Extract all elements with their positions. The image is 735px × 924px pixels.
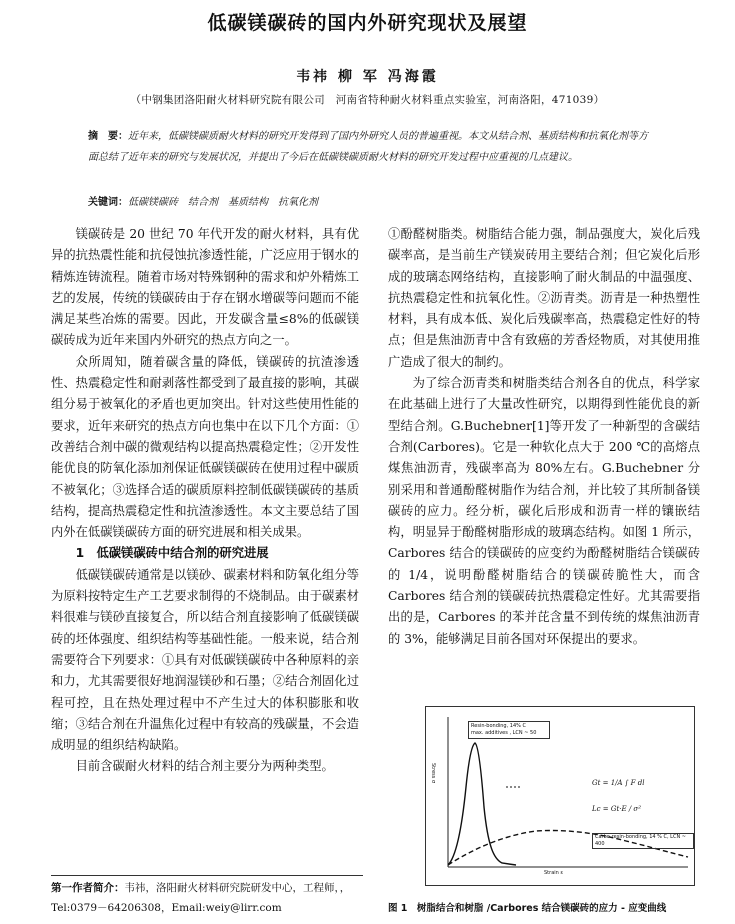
abstract-label: 摘 要： [88,131,128,142]
affiliation: （中钢集团洛阳耐火材料研究院有限公司 河南省特种耐火材料重点实验室，河南洛阳，471039） [130,94,605,106]
legend-resin-line1: Resin-bonding, 14% C [471,723,526,729]
author-footnote [51,875,363,918]
abstract [88,126,648,168]
authors: 韦祎 柳 军 冯海霞 [296,69,439,85]
y-axis-label: Stress σ [430,763,436,784]
abstract-text: 近年来，低碳镁碳质耐火材料的研究开发得到了国内外研究人员的普遍重视。本文从结合剂、基质结构和抗氧化剂等方面总结了近年来的研究与发展状况，并提出了今后在低碳镁碳质耐火材料的研究开发过程中应重视的几点建议。 [88,131,648,163]
keywords-label: 关键词： [88,197,128,208]
resin-bonding-curve [448,743,516,865]
left-paragraph-2: 众所周知，随着碳含量的降低，镁碳砖的抗渣渗透性、热震稳定性和耐剥落性都受到了最直接的影响，其碳组分易于被氧化的矛盾也更加突出。针对这些使用性能的要求，近年来研究的热点方向也集中在以下几个方面：①改善结合剂中碳的微观结构以提高热震稳定性；②开发性能优良的防氧化添加剂保证低碳镁碳砖在使用过程中碳质不被氧化；③选择合适的碳质原料控制低碳镁碳砖的基质结构，提高热震稳定性和抗渣渗透性。本文主要总结了国内外在低碳镁碳砖方面的研究进展和相关成果。 [51,354,359,540]
left-paragraph-3: 低碳镁碳砖通常是以镁砂、碳素材料和防氧化组分等为原料按特定生产工艺要求制得的不烧制品。由于碳素材料很难与镁砂直接复合，所以结合剂直接影响了低碳镁碳砖的坯体强度、组织结构等基础性能。一般来说，结合剂需要符合下列要求：①具有对低碳镁碳砖中各种原料的亲和力，尤其需要很好地润湿镁砂和石墨；②结合剂固化过程可控，且在热处理过程中不产生过大的体积膨胀和收缩；③结合剂在升温焦化过程中有较高的残碳量，不会造成明显的组织结构缺陷。 [51,567,359,753]
left-column [51,224,359,778]
legend-carbo: Carbo-resin-bonding, 14 % C, LCN ~ 400 [592,833,694,849]
stress-strain-plot [426,707,694,885]
paper-title: 低碳镁碳砖的国内外研究现状及展望 [207,12,528,34]
right-paragraph-2: 为了综合沥青类和树脂类结合剂各自的优点，科学家在此基础上进行了大量改性研究，以期得到性能优良的新型结合剂。G.Buchebner[1]等开发了一种新型的含碳结合剂(Carbores)。它是一种软化点大于 200 ℃的高熔点煤焦油沥青，残碳率高为 80%左右。G.Buchebner 分别采用和普通酚醛树脂作为结合剂，并比较了其所制备镁碳砖的应力。经分析，碳化后形成和沥青一样的镶嵌结构，明显异于酚醛树脂形成的玻璃态结构。如图 1 所示，Carbores 结合的镁碳砖的应变约为酚醛树脂结合镁碳砖的 1/4，说明酚醛树脂结合的镁碳砖脆性大，而含 Carbores 结合剂的镁碳砖抗热震稳定性好。尤其需要指出的是，Carbores 的苯并芘含量不到传统的煤焦油沥青的 3%，能够满足目前各国对环保提出的要求。 [388,376,700,646]
equation-gt: Gt = 1/A ∫ F dl [592,779,645,787]
x-axis-label: Strain ε [544,870,564,876]
equation-lc: Lc = Gt·E / σ² [592,805,642,813]
legend-resin [468,721,550,739]
left-paragraph-1: 镁碳砖是 20 世纪 70 年代开发的耐火材料，具有优异的抗热震性能和抗侵蚀抗渗透性能，广泛应用于钢水的精炼连铸流程。随着市场对特殊钢种的需求和炉外精炼工艺的发展，传统的镁碳砖由于存在钢水增碳等问题而不能满足某些冶炼的需要。因此，开发碳含量≤8%的低碳镁碳砖成为近年来国内外研究的热点方向之一。 [51,227,359,348]
footnote-label: 第一作者简介： [51,882,125,894]
legend-resin-line2: max. additives , LCN ~ 50 [471,730,537,736]
left-paragraph-4: 目前含碳耐火材料的结合剂主要分为两种类型。 [75,759,334,774]
right-paragraph-1: ①酚醛树脂类。树脂结合能力强，制品强度大，炭化后残碳率高，是当前生产镁炭砖用主要结合剂；但它炭化后形成的玻璃态网络结构，直接影响了耐火制品的中温强度、抗热震稳定性和抗氧化性。②沥青类。沥青是一种热塑性材料，具有成本低、炭化后残碳率高，热震稳定性好的特点；但是焦油沥青中含有致癌的芳香烃物质，对其使用推广造成了很大的制约。 [388,227,700,369]
section-heading-1: 1 低碳镁碳砖中结合剂的研究进展 [75,546,269,561]
right-column [388,224,700,650]
footnote-text: 韦祎，洛阳耐火材料研究院研发中心，工程师，，Tel:0379－64206308，Email:weiy@lirr.com [51,882,351,914]
keywords [88,193,648,208]
figure-1 [425,706,695,886]
figure-caption: 图 1 树脂结合和树脂 /Carbores 结合镁碳砖的应力 - 应变曲线 [388,903,667,914]
keywords-text: 低碳镁碳砖 结合剂 基质结构 抗氧化剂 [128,197,318,208]
